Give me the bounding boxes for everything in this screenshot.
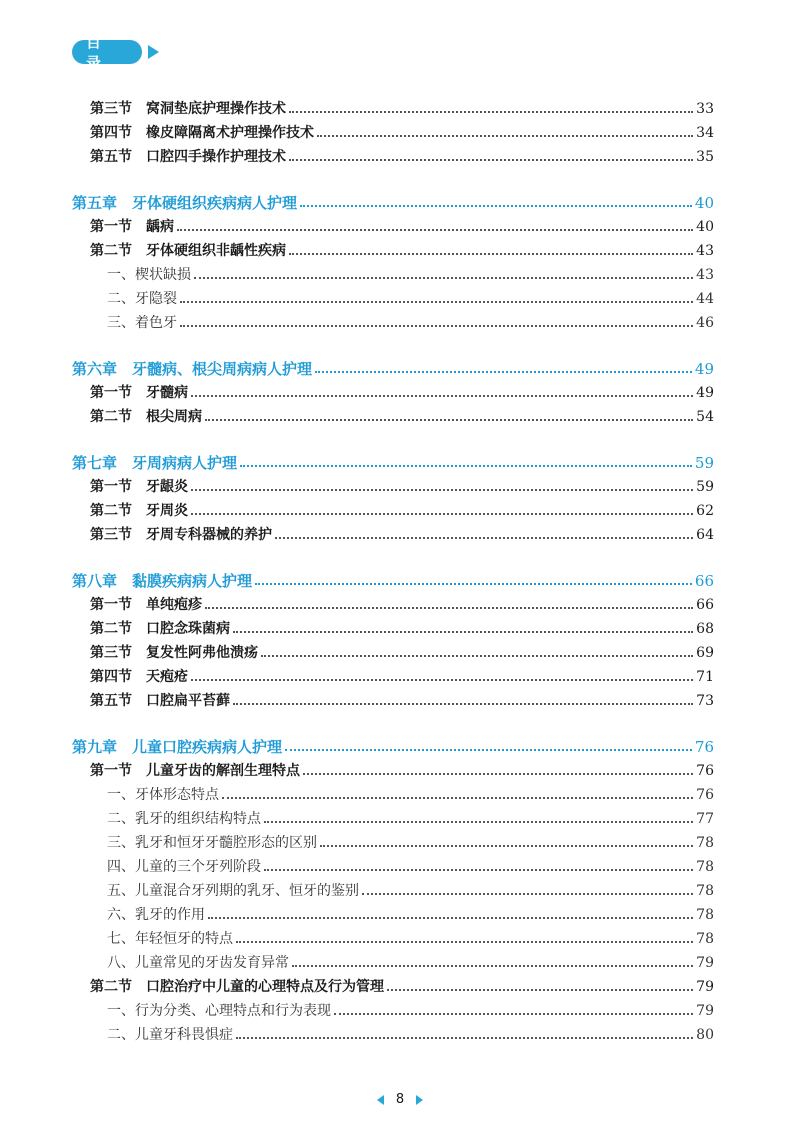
table-of-contents (72, 97, 714, 1047)
toc-entry-title: 六、乳牙的作用 (107, 907, 205, 923)
toc-entry-title: 第五节 口腔扁平苔藓 (90, 693, 230, 709)
toc-entry-page: 78 (696, 907, 714, 923)
toc-entry-title: 二、牙隐裂 (107, 291, 177, 307)
dot-leader (300, 204, 692, 207)
toc-entry-page: 73 (696, 693, 714, 709)
toc-entry-chapter[interactable] (72, 191, 714, 215)
toc-entry-page: 78 (696, 835, 714, 851)
toc-entry-page: 76 (696, 787, 714, 803)
toc-entry-title: 第六章 牙髓病、根尖周病病人护理 (72, 360, 313, 378)
toc-entry-title: 五、儿童混合牙列期的乳牙、恒牙的鉴别 (107, 883, 359, 899)
dot-leader (191, 512, 693, 515)
toc-entry-title: 第二节 牙周炎 (90, 503, 188, 519)
toc-entry-page: 49 (696, 385, 714, 401)
toc-entry-title: 一、行为分类、心理特点和行为表现 (107, 1003, 331, 1019)
dot-leader (191, 678, 693, 681)
dot-leader (292, 964, 693, 967)
toc-entry-section[interactable] (72, 641, 714, 665)
toc-entry-title: 七、年轻恒牙的特点 (107, 931, 233, 947)
toc-entry-title: 第八章 黏膜疾病病人护理 (72, 572, 253, 590)
toc-entry-section[interactable] (72, 499, 714, 523)
toc-entry-title: 第一节 牙龈炎 (90, 479, 188, 495)
toc-entry-sub[interactable] (72, 311, 714, 335)
toc-entry-section[interactable] (72, 97, 714, 121)
dot-leader (285, 748, 692, 751)
toc-entry-sub[interactable] (72, 927, 714, 951)
toc-entry-title: 第五节 口腔四手操作护理技术 (90, 149, 286, 165)
toc-entry-chapter[interactable] (72, 357, 714, 381)
play-arrow-icon (148, 45, 159, 59)
toc-entry-title: 第九章 儿童口腔疾病病人护理 (72, 738, 283, 756)
dot-leader (289, 252, 693, 255)
toc-entry-chapter[interactable] (72, 451, 714, 475)
dot-leader (191, 394, 693, 397)
toc-entry-sub[interactable] (72, 807, 714, 831)
toc-entry-title: 第二节 根尖周病 (90, 409, 202, 425)
dot-leader (289, 110, 693, 113)
toc-entry-title: 八、儿童常见的牙齿发育异常 (107, 955, 289, 971)
toc-entry-title: 第三节 牙周专科器械的养护 (90, 527, 272, 543)
toc-entry-page: 43 (696, 267, 714, 283)
toc-entry-sub[interactable] (72, 951, 714, 975)
toc-entry-page: 34 (696, 125, 714, 141)
toc-entry-section[interactable] (72, 593, 714, 617)
toc-entry-page: 78 (696, 859, 714, 875)
toc-entry-page: 54 (696, 409, 714, 425)
toc-entry-page: 59 (694, 454, 714, 472)
dot-leader (387, 988, 693, 991)
dot-leader (191, 488, 693, 491)
toc-entry-sub[interactable] (72, 287, 714, 311)
toc-entry-sub[interactable] (72, 903, 714, 927)
dot-leader (264, 868, 693, 871)
toc-header (72, 33, 159, 72)
dot-leader (222, 796, 693, 799)
dot-leader (334, 1012, 693, 1015)
toc-entry-page: 66 (696, 597, 714, 613)
dot-leader (205, 606, 693, 609)
dot-leader (303, 772, 693, 775)
prev-page-arrow-icon[interactable] (377, 1095, 384, 1105)
toc-entry-title: 一、楔状缺损 (107, 267, 191, 283)
toc-entry-page: 40 (694, 194, 714, 212)
toc-entry-sub[interactable] (72, 1023, 714, 1047)
toc-entry-page: 40 (696, 219, 714, 235)
dot-leader (289, 158, 693, 161)
toc-entry-section[interactable] (72, 145, 714, 169)
dot-leader (255, 582, 692, 585)
page-number: 8 (395, 1092, 405, 1107)
toc-entry-page: 80 (696, 1027, 714, 1043)
toc-entry-page: 76 (694, 738, 714, 756)
toc-entry-page: 79 (696, 979, 714, 995)
dot-leader (236, 1036, 693, 1039)
dot-leader (233, 630, 693, 633)
toc-entry-section[interactable] (72, 121, 714, 145)
dot-leader (233, 702, 693, 705)
toc-entry-page: 78 (696, 883, 714, 899)
toc-entry-section[interactable] (72, 689, 714, 713)
toc-entry-title: 第一节 龋病 (90, 219, 174, 235)
toc-entry-page: 79 (696, 1003, 714, 1019)
toc-entry-section[interactable] (72, 617, 714, 641)
dot-leader (205, 418, 693, 421)
toc-entry-page: 64 (696, 527, 714, 543)
toc-entry-title: 第二节 牙体硬组织非龋性疾病 (90, 243, 286, 259)
toc-entry-title: 一、牙体形态特点 (107, 787, 219, 803)
page-footer (0, 1092, 800, 1107)
toc-entry-page: 69 (696, 645, 714, 661)
toc-entry-page: 66 (694, 572, 714, 590)
toc-entry-section[interactable] (72, 975, 714, 999)
toc-entry-page: 44 (696, 291, 714, 307)
toc-entry-page: 77 (696, 811, 714, 827)
dot-leader (320, 844, 693, 847)
toc-entry-section[interactable] (72, 215, 714, 239)
toc-entry-title: 第一节 牙髓病 (90, 385, 188, 401)
dot-leader (180, 300, 693, 303)
toc-entry-section[interactable] (72, 475, 714, 499)
toc-entry-page: 76 (696, 763, 714, 779)
dot-leader (275, 536, 693, 539)
toc-entry-title: 第一节 儿童牙齿的解剖生理特点 (90, 763, 300, 779)
dot-leader (315, 370, 692, 373)
toc-entry-page: 33 (696, 101, 714, 117)
toc-entry-page: 62 (696, 503, 714, 519)
dot-leader (362, 892, 693, 895)
toc-entry-page: 71 (696, 669, 714, 685)
toc-entry-section[interactable] (72, 405, 714, 429)
toc-entry-title: 二、乳牙的组织结构特点 (107, 811, 261, 827)
toc-entry-title: 第四节 橡皮障隔离术护理操作技术 (90, 125, 314, 141)
toc-entry-section[interactable] (72, 239, 714, 263)
toc-entry-title: 三、着色牙 (107, 315, 177, 331)
toc-entry-sub[interactable] (72, 855, 714, 879)
toc-entry-page: 49 (694, 360, 714, 378)
toc-entry-section[interactable] (72, 759, 714, 783)
toc-entry-title: 第七章 牙周病病人护理 (72, 454, 238, 472)
toc-entry-title: 第三节 复发性阿弗他溃疡 (90, 645, 258, 661)
toc-entry-title: 第一节 单纯疱疹 (90, 597, 202, 613)
toc-entry-page: 68 (696, 621, 714, 637)
dot-leader (264, 820, 693, 823)
dot-leader (261, 654, 693, 657)
toc-entry-sub[interactable] (72, 879, 714, 903)
toc-entry-page: 78 (696, 931, 714, 947)
toc-entry-sub[interactable] (72, 263, 714, 287)
toc-entry-page: 43 (696, 243, 714, 259)
toc-entry-title: 三、乳牙和恒牙牙髓腔形态的区别 (107, 835, 317, 851)
dot-leader (317, 134, 693, 137)
toc-entry-page: 59 (696, 479, 714, 495)
toc-entry-title: 第四节 天疱疮 (90, 669, 188, 685)
toc-entry-title: 第五章 牙体硬组织疾病病人护理 (72, 194, 298, 212)
toc-entry-sub[interactable] (72, 999, 714, 1023)
toc-entry-page: 79 (696, 955, 714, 971)
toc-entry-chapter[interactable] (72, 735, 714, 759)
next-page-arrow-icon[interactable] (416, 1095, 423, 1105)
dot-leader (208, 916, 693, 919)
toc-entry-sub[interactable] (72, 783, 714, 807)
toc-entry-title: 二、儿童牙科畏惧症 (107, 1027, 233, 1043)
toc-entry-sub[interactable] (72, 831, 714, 855)
toc-entry-section[interactable] (72, 523, 714, 547)
toc-entry-section[interactable] (72, 381, 714, 405)
toc-entry-title: 四、儿童的三个牙列阶段 (107, 859, 261, 875)
toc-entry-section[interactable] (72, 665, 714, 689)
toc-entry-chapter[interactable] (72, 569, 714, 593)
dot-leader (180, 324, 693, 327)
toc-badge: 目录 (72, 40, 142, 64)
toc-entry-title: 第三节 窝洞垫底护理操作技术 (90, 101, 286, 117)
dot-leader (177, 228, 693, 231)
dot-leader (194, 276, 693, 279)
dot-leader (240, 464, 692, 467)
dot-leader (236, 940, 693, 943)
toc-entry-page: 35 (696, 149, 714, 165)
toc-entry-title: 第二节 口腔念珠菌病 (90, 621, 230, 637)
toc-entry-page: 46 (696, 315, 714, 331)
toc-entry-title: 第二节 口腔治疗中儿童的心理特点及行为管理 (90, 979, 384, 995)
